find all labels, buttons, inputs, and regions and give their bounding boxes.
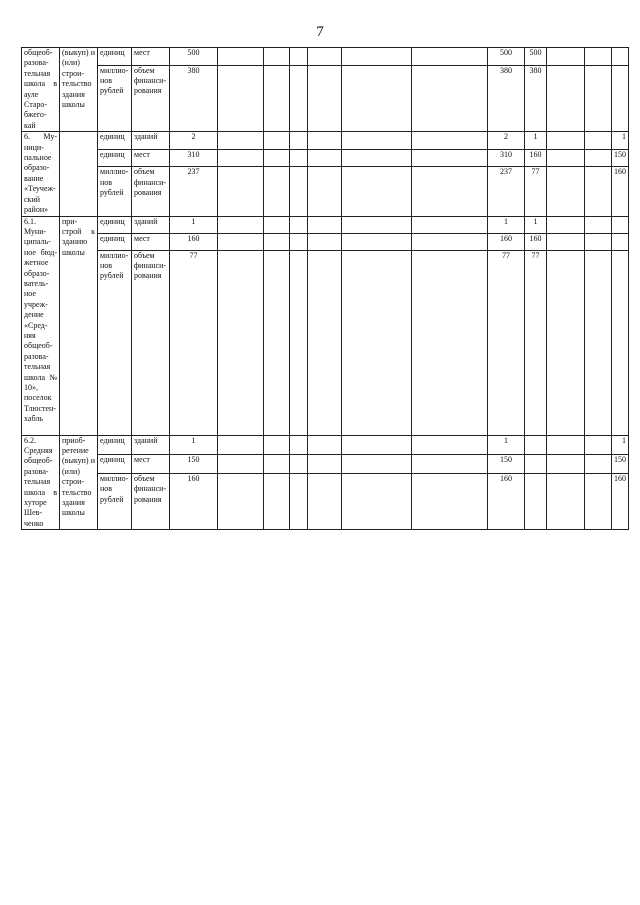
year-value-cell: 380	[525, 65, 547, 132]
indicator-cell: объем финанси-рования	[132, 65, 170, 132]
indicator-cell: объем финанси-рования	[132, 250, 170, 435]
year-value-cell	[308, 455, 342, 474]
total-value-cell: 1	[170, 216, 218, 233]
year-value-cell	[264, 65, 290, 132]
year-value-cell	[218, 132, 264, 149]
object-name-cell: 6.2. Средняя общеоб-разова-тельная школа в хуторе Шев-ченко	[22, 435, 60, 530]
table-row	[22, 455, 629, 474]
year-value-cell	[264, 48, 290, 66]
year-value-cell: 1	[612, 435, 629, 455]
year-value-cell	[342, 48, 412, 66]
year-value-cell	[585, 149, 612, 166]
year-value-cell	[264, 233, 290, 250]
total-value-cell: 310	[170, 149, 218, 166]
unit-cell: единиц	[98, 455, 132, 474]
year-value-cell	[264, 435, 290, 455]
year-value-cell	[342, 167, 412, 216]
table-row	[22, 149, 629, 166]
year-value-cell	[547, 48, 585, 66]
year-value-cell	[290, 149, 308, 166]
year-value-cell	[342, 132, 412, 149]
year-value-cell	[412, 474, 488, 530]
year-value-cell	[342, 65, 412, 132]
year-value-cell	[218, 435, 264, 455]
unit-cell: единиц	[98, 149, 132, 166]
action-cell: (выкуп) и (или) строи-тельство здания школы	[60, 48, 98, 132]
year-value-cell	[342, 250, 412, 435]
total-value-cell: 77	[170, 250, 218, 435]
year-value-cell: 160	[525, 149, 547, 166]
table-row	[22, 233, 629, 250]
table-body	[22, 48, 629, 530]
year-value-cell	[412, 250, 488, 435]
year-value-cell	[308, 233, 342, 250]
year-value-cell	[264, 474, 290, 530]
unit-cell: миллио-нов рублей	[98, 65, 132, 132]
year-value-cell: 310	[488, 149, 525, 166]
year-value-cell: 77	[488, 250, 525, 435]
total-value-cell: 380	[170, 65, 218, 132]
year-value-cell	[525, 435, 547, 455]
indicator-cell: объем финанси-рования	[132, 474, 170, 530]
year-value-cell	[218, 233, 264, 250]
year-value-cell	[585, 474, 612, 530]
action-cell: при-строй к зданию школы	[60, 216, 98, 435]
year-value-cell	[547, 65, 585, 132]
page-number: 7	[316, 24, 324, 40]
year-value-cell	[308, 216, 342, 233]
year-value-cell	[264, 149, 290, 166]
year-value-cell: 380	[488, 65, 525, 132]
year-value-cell	[218, 48, 264, 66]
year-value-cell	[585, 455, 612, 474]
year-value-cell	[218, 149, 264, 166]
total-value-cell: 2	[170, 132, 218, 149]
year-value-cell	[290, 48, 308, 66]
year-value-cell: 160	[488, 233, 525, 250]
year-value-cell: 160	[612, 474, 629, 530]
year-value-cell: 77	[525, 167, 547, 216]
year-value-cell	[290, 65, 308, 132]
year-value-cell: 150	[612, 149, 629, 166]
object-name-cell: общеоб-разова-тельная школа в ауле Старо-бжего-кай	[22, 48, 60, 132]
year-value-cell	[308, 250, 342, 435]
year-value-cell	[342, 435, 412, 455]
indicator-cell: мест	[132, 48, 170, 66]
table-row	[22, 250, 629, 435]
total-value-cell: 237	[170, 167, 218, 216]
year-value-cell	[308, 149, 342, 166]
year-value-cell	[218, 167, 264, 216]
year-value-cell: 500	[525, 48, 547, 66]
year-value-cell	[612, 250, 629, 435]
total-value-cell: 1	[170, 435, 218, 455]
year-value-cell: 150	[488, 455, 525, 474]
total-value-cell: 160	[170, 474, 218, 530]
total-value-cell: 500	[170, 48, 218, 66]
action-cell: приоб-ретение (выкуп) и (или) строи-тельство здания школы	[60, 435, 98, 530]
year-value-cell	[264, 132, 290, 149]
year-value-cell: 2	[488, 132, 525, 149]
year-value-cell	[412, 149, 488, 166]
unit-cell: единиц	[98, 435, 132, 455]
year-value-cell: 500	[488, 48, 525, 66]
year-value-cell	[290, 250, 308, 435]
year-value-cell	[585, 216, 612, 233]
year-value-cell	[218, 250, 264, 435]
year-value-cell	[290, 167, 308, 216]
unit-cell: единиц	[98, 233, 132, 250]
year-value-cell	[525, 474, 547, 530]
table-row	[22, 474, 629, 530]
year-value-cell	[264, 250, 290, 435]
year-value-cell	[412, 216, 488, 233]
table-row	[22, 216, 629, 233]
indicator-cell: зданий	[132, 132, 170, 149]
year-value-cell	[547, 233, 585, 250]
year-value-cell	[342, 149, 412, 166]
year-value-cell: 150	[612, 455, 629, 474]
year-value-cell	[585, 65, 612, 132]
indicator-cell: зданий	[132, 216, 170, 233]
object-name-cell: 6. Му-ници-пальное образо-вание «Теучеж-ский район»	[22, 132, 60, 216]
year-value-cell	[412, 65, 488, 132]
year-value-cell	[547, 149, 585, 166]
year-value-cell	[547, 167, 585, 216]
year-value-cell	[308, 474, 342, 530]
year-value-cell	[585, 132, 612, 149]
year-value-cell	[290, 216, 308, 233]
year-value-cell	[308, 65, 342, 132]
year-value-cell	[547, 435, 585, 455]
year-value-cell	[585, 167, 612, 216]
year-value-cell	[290, 474, 308, 530]
indicator-cell: зданий	[132, 435, 170, 455]
year-value-cell	[342, 216, 412, 233]
year-value-cell	[547, 250, 585, 435]
year-value-cell	[412, 233, 488, 250]
year-value-cell: 77	[525, 250, 547, 435]
indicator-cell: объем финанси-рования	[132, 167, 170, 216]
year-value-cell	[290, 233, 308, 250]
year-value-cell: 1	[612, 132, 629, 149]
table-row	[22, 435, 629, 455]
object-name-cell: 6.1. Муни-ципаль-ное бюд-жетное образо-ватель-ное учреж-дение «Сред-няя общеоб-разова-тельная школа № 10», поселок Тлюстен-хабль	[22, 216, 60, 435]
year-value-cell: 1	[525, 132, 547, 149]
year-value-cell: 1	[488, 216, 525, 233]
year-value-cell	[290, 435, 308, 455]
year-value-cell	[547, 216, 585, 233]
indicator-cell: мест	[132, 149, 170, 166]
table-row	[22, 48, 629, 66]
unit-cell: миллио-нов рублей	[98, 474, 132, 530]
year-value-cell	[585, 250, 612, 435]
year-value-cell: 160	[612, 167, 629, 216]
year-value-cell	[525, 455, 547, 474]
indicator-cell: мест	[132, 455, 170, 474]
year-value-cell	[547, 132, 585, 149]
year-value-cell	[547, 455, 585, 474]
year-value-cell	[612, 233, 629, 250]
unit-cell: миллио-нов рублей	[98, 167, 132, 216]
year-value-cell: 160	[488, 474, 525, 530]
action-cell	[60, 132, 98, 216]
year-value-cell	[218, 455, 264, 474]
year-value-cell	[612, 216, 629, 233]
year-value-cell	[308, 435, 342, 455]
year-value-cell	[218, 474, 264, 530]
year-value-cell	[585, 48, 612, 66]
year-value-cell	[412, 435, 488, 455]
unit-cell: миллио-нов рублей	[98, 250, 132, 435]
year-value-cell	[290, 455, 308, 474]
year-value-cell	[412, 167, 488, 216]
year-value-cell: 1	[488, 435, 525, 455]
year-value-cell	[342, 474, 412, 530]
unit-cell: единиц	[98, 216, 132, 233]
total-value-cell: 160	[170, 233, 218, 250]
year-value-cell: 237	[488, 167, 525, 216]
year-value-cell	[585, 233, 612, 250]
unit-cell: единиц	[98, 48, 132, 66]
year-value-cell: 1	[525, 216, 547, 233]
program-table	[21, 47, 629, 530]
table-row	[22, 132, 629, 149]
indicator-cell: мест	[132, 233, 170, 250]
year-value-cell	[308, 167, 342, 216]
year-value-cell	[308, 48, 342, 66]
year-value-cell	[342, 233, 412, 250]
year-value-cell	[585, 435, 612, 455]
year-value-cell	[264, 455, 290, 474]
unit-cell: единиц	[98, 132, 132, 149]
year-value-cell	[612, 65, 629, 132]
year-value-cell	[412, 132, 488, 149]
year-value-cell	[264, 167, 290, 216]
year-value-cell	[612, 48, 629, 66]
year-value-cell	[290, 132, 308, 149]
year-value-cell	[412, 48, 488, 66]
total-value-cell: 150	[170, 455, 218, 474]
year-value-cell	[218, 216, 264, 233]
year-value-cell	[264, 216, 290, 233]
year-value-cell	[308, 132, 342, 149]
year-value-cell	[342, 455, 412, 474]
table-row	[22, 167, 629, 216]
year-value-cell: 160	[525, 233, 547, 250]
year-value-cell	[218, 65, 264, 132]
year-value-cell	[547, 474, 585, 530]
year-value-cell	[412, 455, 488, 474]
table-row	[22, 65, 629, 132]
